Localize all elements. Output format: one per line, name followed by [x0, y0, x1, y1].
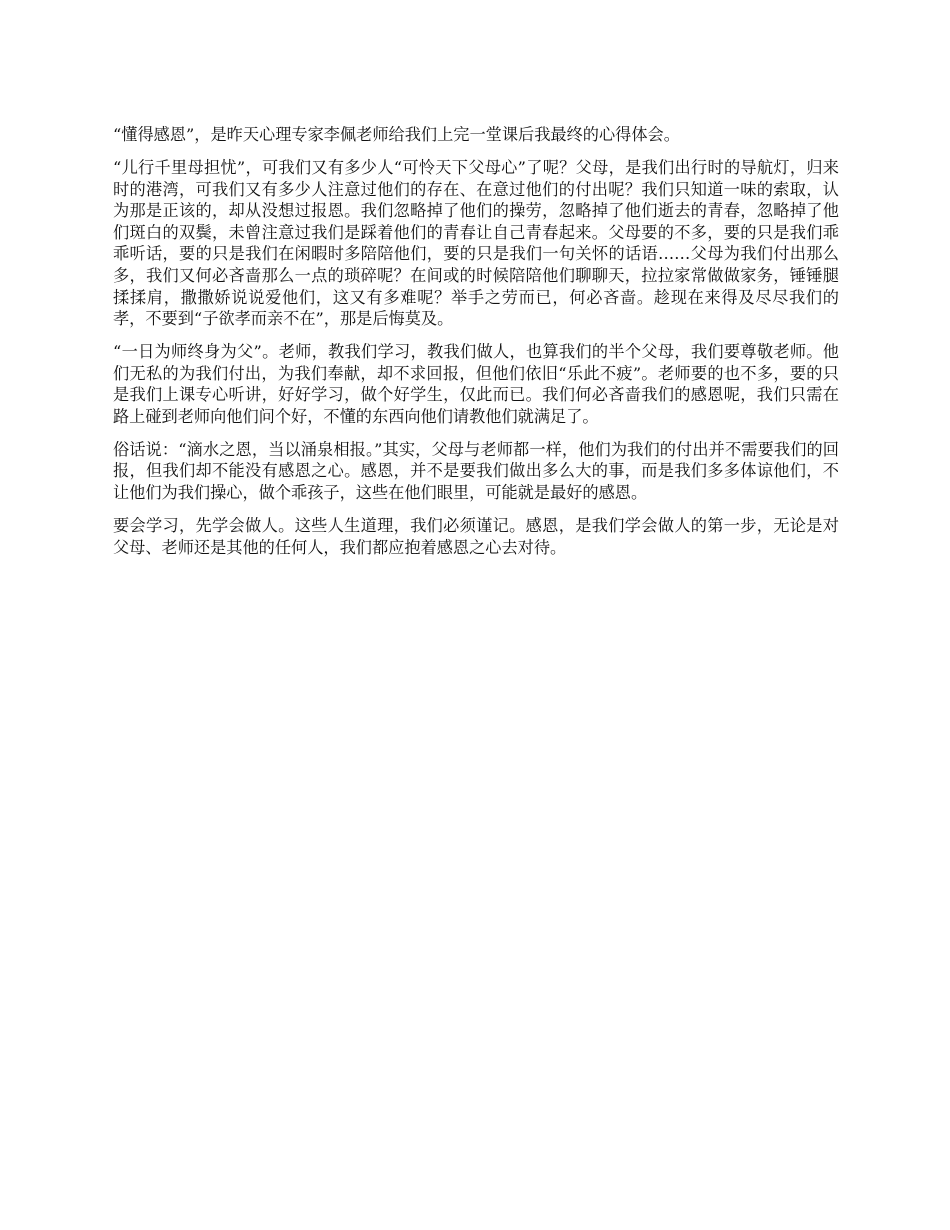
- document-body: [113, 124, 839, 570]
- paragraph-2: “儿行千里母担忧”，可我们又有多少人“可怜天下父母心”了呢？父母，是我们出行时的导航灯，归来时的港湾，可我们又有多少人注意过他们的存在、在意过他们的付出呢？我们只知道一味的索取，认为那是正该的，却从没想过报恩。我们忽略掉了他们的操劳，忽略掉了他们逝去的青春，忽略掉了他们斑白的双鬓，未曾注意过我们是踩着他们的青春让自己青春起来。父母要的不多，要的只是我们乖乖听话，要的只是我们在闲暇时多陪陪他们，要的只是我们一句关怀的话语……父母为我们付出那么多，我们又何必吝啬那么一点的琐碎呢？在间或的时候陪陪他们聊聊天，拉拉家常做做家务，锤锤腿揉揉肩，撒撒娇说说爱他们，这又有多难呢？举手之劳而已，何必吝啬。趁现在来得及尽尽我们的孝，不要到“子欲孝而亲不在”，那是后悔莫及。: [113, 157, 839, 329]
- paragraph-5: 要会学习，先学会做人。这些人生道理，我们必须谨记。感恩，是我们学会做人的第一步，无论是对父母、老师还是其他的任何人，我们都应抱着感恩之心去对待。: [113, 516, 839, 557]
- paragraph-4: 俗话说：“滴水之恩，当以涌泉相报。”其实，父母与老师都一样，他们为我们的付出并不需要我们的回报，但我们却不能没有感恩之心。感恩，并不是要我们做出多么大的事，而是我们多多体谅他们，不让他们为我们操心，做个乖孩子，这些在他们眼里，可能就是最好的感恩。: [113, 439, 839, 503]
- paragraph-3: “一日为师终身为父”。老师，教我们学习，教我们做人，也算我们的半个父母，我们要尊敬老师。他们无私的为我们付出，为我们奉献，却不求回报，但他们依旧“乐此不疲”。老师要的也不多，要的只是我们上课专心听讲，好好学习，做个好学生，仅此而已。我们何必吝啬我们的感恩呢，我们只需在路上碰到老师向他们问个好，不懂的东西向他们请教他们就满足了。: [113, 342, 839, 426]
- paragraph-1: “懂得感恩”，是昨天心理专家李佩老师给我们上完一堂课后我最终的心得体会。: [113, 125, 680, 144]
